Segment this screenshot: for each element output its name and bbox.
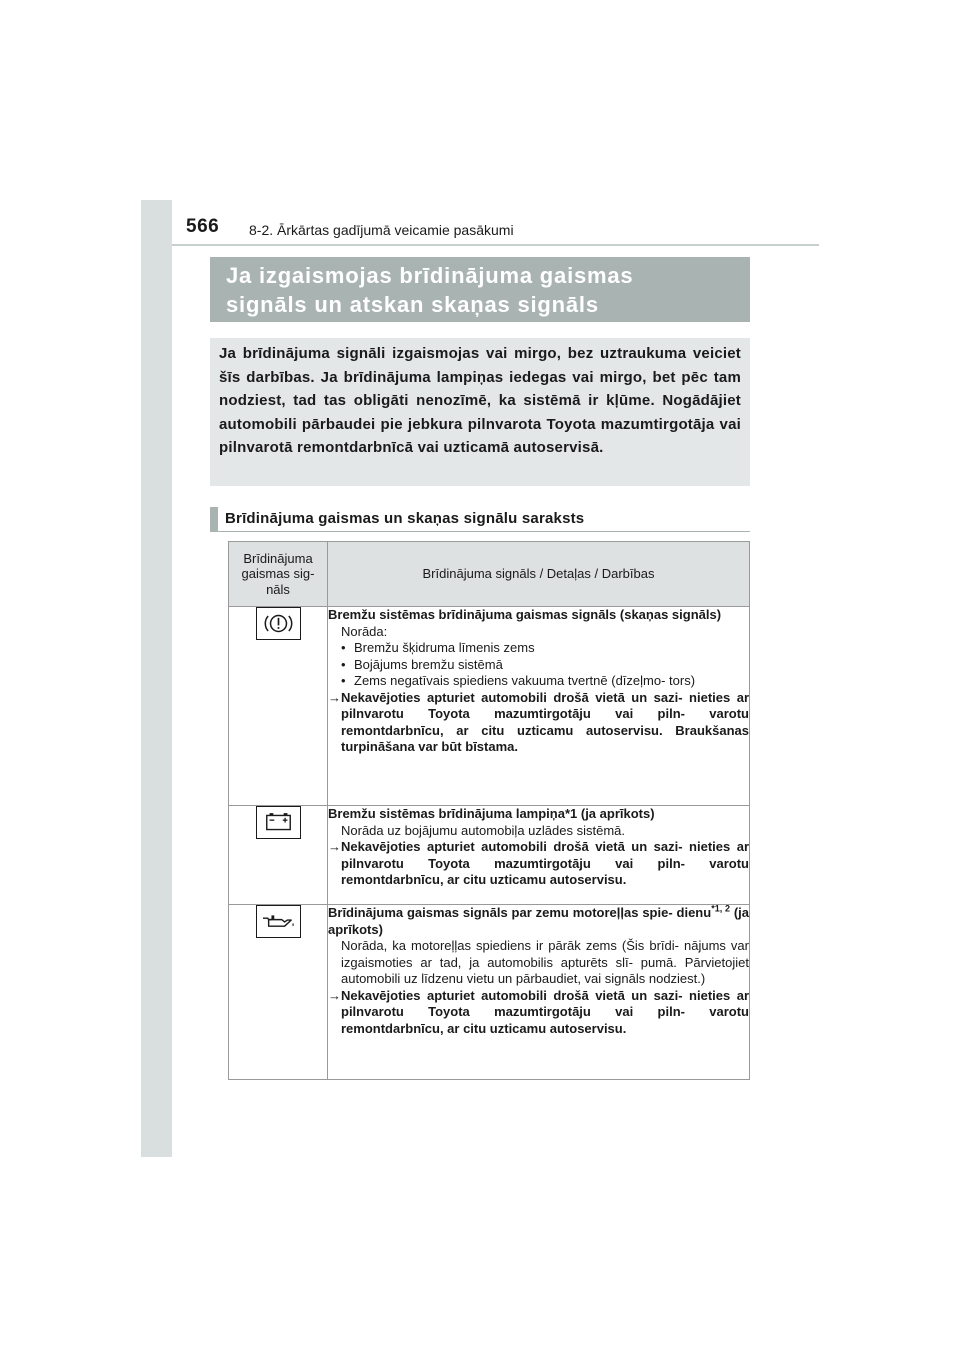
subheading-bar <box>210 507 218 531</box>
list-item-text: Bremžu šķidruma līmenis zems <box>354 640 535 655</box>
column-header-details: Brīdinājuma signāls / Detaļas / Darbības <box>328 542 750 607</box>
row-title-main: Brīdinājuma gaismas signāls par zemu motoreļļas spie- dienu <box>328 905 712 920</box>
header-divider <box>172 244 819 246</box>
heading-line-2: signāls un atskan skaņas signāls <box>226 292 599 317</box>
section-title: 8-2. Ārkārtas gadījumā veicamie pasākumi <box>249 222 514 238</box>
row-title-tail: (ja aprīkots) <box>328 905 749 937</box>
row-indicates: Norāda: <box>341 623 388 639</box>
table-row <box>229 806 750 905</box>
action-text: Nekavējoties apturiet automobili drošā vietā un sazi- nieties ar pilnvarotu Toyota mazumtirgotāju vai piln- varotu remontdarbnīcu, ar citu uzticamu autoservisu. <box>341 987 749 1036</box>
table-row <box>229 607 750 806</box>
subheading-text: Brīdinājuma gaismas un skaņas signālu saraksts <box>225 510 585 527</box>
row-detail: Norāda uz bojājumu automobiļa uzlādes sistēmā. <box>341 822 625 838</box>
description-cell <box>328 806 750 905</box>
row-title <box>328 905 749 938</box>
list-item: • Zems negatīvais spiediens vakuuma tvertnē (dīzeļmo- tors) <box>328 673 749 690</box>
icon-cell <box>229 905 328 1080</box>
arrow-icon: → <box>328 689 341 705</box>
row-detail: Norāda, ka motoreļļas spiediens ir pārāk zems (Šis brīdi- nājums var izgaismoties ar tad, ja automobilis apturēts slī- pumā. Pārvietojiet automobili uz līdzenu vietu un pārbaudiet, vai signāls nodziest.) <box>341 938 749 986</box>
row-title: Bremžu sistēmas brīdinājuma gaismas signāls (skaņas signāls) <box>328 607 722 622</box>
section-heading <box>210 257 750 322</box>
action-text: Nekavējoties apturiet automobili drošā vietā un sazi- nieties ar pilnvarotu Toyota mazumtirgotāju vai piln- varotu remontdarbnīcu, ar citu uzticamu autoservisu. Braukšanas turpināšana var būt bīstama. <box>341 689 749 754</box>
warning-table <box>228 541 750 1080</box>
description-cell <box>328 607 750 806</box>
battery-icon <box>256 806 301 839</box>
subheading <box>210 507 750 532</box>
oil-pressure-icon <box>256 905 301 938</box>
column-header-light-text: Brīdinājuma gaismas sig- nāls <box>241 550 315 597</box>
arrow-icon: → <box>328 987 341 1003</box>
arrow-icon: → <box>328 839 341 854</box>
column-header-light <box>229 542 328 607</box>
intro-paragraph: Ja brīdinājuma signāli izgaismojas vai mirgo, bez uztraukuma veiciet šīs darbības. Ja brīdinājuma lampiņas iedegas vai mirgo, bet pēc tam nodziest, tad tas obligāti nenozīmē, ka sistēmā ir kļūme. Nogādājiet automobili pārbaudei pie jebkura pilnvarota Toyota mazumtirgotāja vai pilnvarotā remontdarbnīcā vai uzticamā autoservisā. <box>210 338 750 486</box>
action-row <box>328 690 749 756</box>
table-row <box>229 905 750 1080</box>
table-header-row <box>229 542 750 607</box>
action-row <box>328 839 749 889</box>
list-item-text: Zems negatīvais spiediens vakuuma tvertnē (dīzeļmo- tors) <box>354 673 696 688</box>
description-cell <box>328 905 750 1080</box>
action-row <box>328 988 749 1038</box>
footnote-reference: *1, 2 <box>711 903 730 914</box>
list-item: • Bremžu šķidruma līmenis zems <box>328 640 749 657</box>
action-text: Nekavējoties apturiet automobili drošā vietā un sazi- nieties ar pilnvarotu Toyota mazumtirgotāju vai piln- varotu remontdarbnīcu, ar citu uzticamu autoservisu. <box>341 839 749 887</box>
icon-cell <box>229 607 328 806</box>
list-item: • Bojājums bremžu sistēmā <box>328 657 749 674</box>
heading-line-1: Ja izgaismojas brīdinājuma gaismas <box>226 263 634 288</box>
list-item-text: Bojājums bremžu sistēmā <box>354 656 503 672</box>
brake-warning-icon <box>256 607 301 640</box>
icon-cell <box>229 806 328 905</box>
page-number: 566 <box>186 216 220 237</box>
side-tab-bar <box>141 200 172 1157</box>
row-title: Bremžu sistēmas brīdinājuma lampiņa*1 (ja aprīkots) <box>328 806 655 821</box>
